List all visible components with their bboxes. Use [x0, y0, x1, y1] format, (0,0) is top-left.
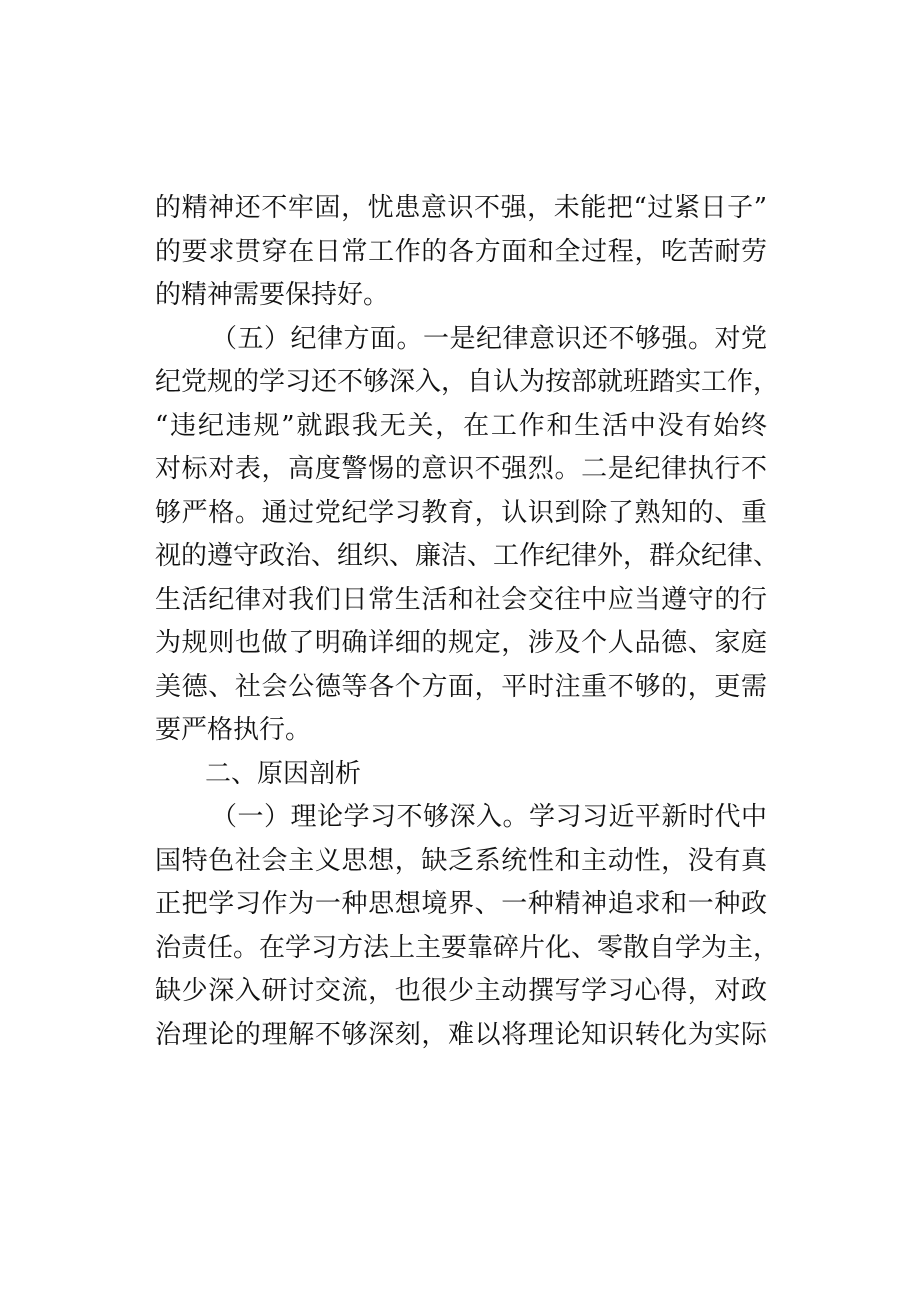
paragraph-line: 缺少深入研讨交流，也很少主动撰写学习心得，对政 — [155, 976, 767, 1006]
section-heading: 二、原因剖析 — [205, 758, 362, 789]
paragraph-line: 纪党规的学习还不够深入，自认为按部就班踏实工作， — [155, 367, 780, 397]
paragraph-line: （一）理论学习不够深入。学习习近平新时代中 — [211, 802, 767, 832]
paragraph-line: 为规则也做了明确详细的规定，涉及个人品德、家庭 — [155, 628, 767, 658]
paragraph-line: （五）纪律方面。一是纪律意识还不够强。对党 — [211, 323, 767, 354]
paragraph-line: 正把学习作为一种思想境界、一种精神追求和一种政 — [155, 889, 767, 919]
paragraph-line: “违纪违规”就跟我无关，在工作和生活中没有始终 — [155, 410, 767, 441]
paragraph-line: 的精神需要保持好。 — [155, 280, 390, 310]
paragraph-line: 治责任。在学习方法上主要靠碎片化、零散自学为主， — [155, 932, 780, 963]
body-text — [155, 187, 780, 1057]
paragraph-line: 的要求贯穿在日常工作的各方面和全过程，吃苦耐劳 — [155, 236, 767, 267]
paragraph-line: 要严格执行。 — [155, 715, 312, 745]
paragraph-line: 对标对表，高度警惕的意识不强烈。二是纪律执行不 — [155, 454, 767, 484]
paragraph-line: 够严格。通过党纪学习教育，认识到除了熟知的、重 — [155, 497, 767, 528]
paragraph-line: 的精神还不牢固，忧患意识不强，未能把“过紧日子” — [155, 193, 767, 223]
paragraph-line: 视的遵守政治、组织、廉洁、工作纪律外，群众纪律、 — [155, 541, 780, 571]
paragraph-line: 治理论的理解不够深刻，难以将理论知识转化为实际 — [155, 1019, 767, 1050]
paragraph-line: 美德、社会公德等各个方面，平时注重不够的，更需 — [155, 671, 767, 702]
paragraph-line: 国特色社会主义思想，缺乏系统性和主动性，没有真 — [155, 845, 767, 876]
paragraph-line: 生活纪律对我们日常生活和社会交往中应当遵守的行 — [155, 584, 767, 615]
